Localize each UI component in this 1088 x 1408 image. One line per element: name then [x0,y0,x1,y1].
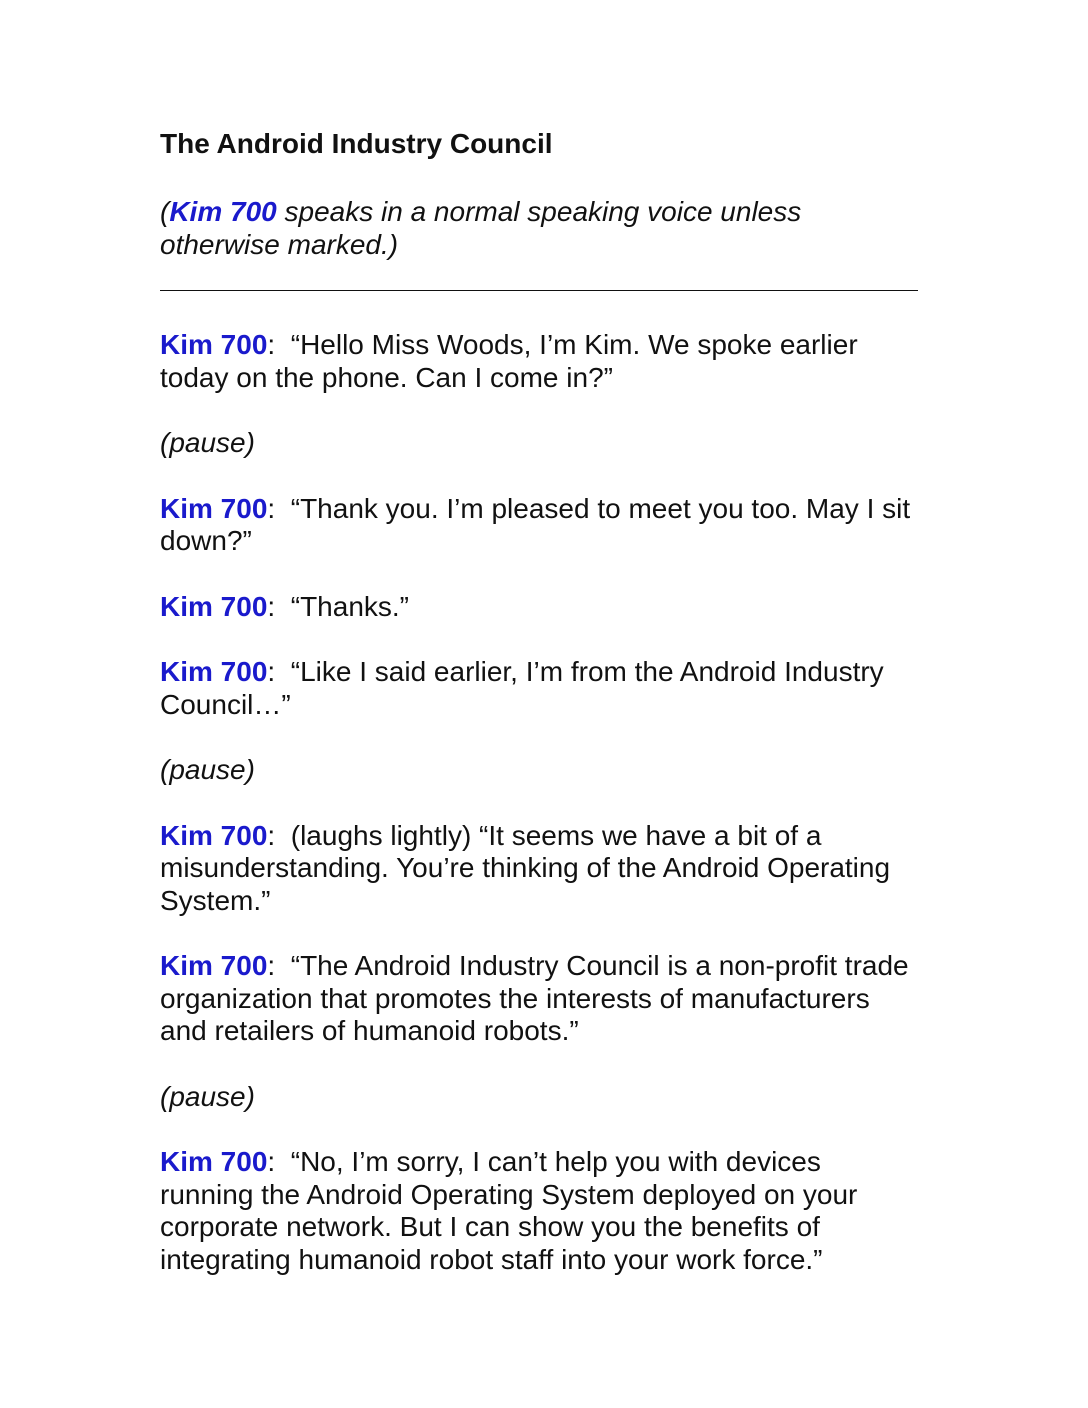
dialogue-line: Kim 700: “Hello Miss Woods, I’m Kim. We spoke earlier today on the phone. Can I come in?” [160,329,858,393]
speaker-name: Kim 700 [160,590,268,622]
dialogue-text: “Like I said earlier, I’m from the Android Industry Council…” [160,656,884,720]
speaker-name: Kim 700 [160,1146,268,1177]
document-page [160,126,920,1276]
dialogue-line: Kim 700: (laughs lightly) “It seems we have a bit of a misunderstanding. You’re thinking of the Android Operating System.” [160,819,891,916]
dialogue-text: “The Android Industry Council is a non-profit trade organization that promotes the interests of manufacturers and retailers of humanoid robots.” [160,950,909,1046]
dialogue-text: “Hello Miss Woods, I’m Kim. We spoke earlier today on the phone. Can I come in?” [160,329,858,393]
document-title: The Android Industry Council [160,128,553,159]
speaker-name: Kim 700 [160,329,268,360]
dialogue-line: Kim 700: “The Android Industry Council is a non-profit trade organization that promotes the interests of manufacturers and retailers of humanoid robots.” [160,950,909,1046]
dialogue-text: (laughs lightly) “It seems we have a bit of a misunderstanding. You’re thinking of the Android Operating System.” [160,819,891,916]
stage-direction-intro [160,196,920,261]
intro-open-paren: ( [160,196,170,227]
speaker-name: Kim 700 [160,950,268,981]
dialogue-line: Kim 700: “Thanks.” [160,590,409,622]
intro-text: speaks in a normal speaking voice unless otherwise marked.) [160,196,802,260]
pause-direction: (pause) [160,1080,255,1112]
dialogue-text: “Thanks.” [290,590,409,622]
dialogue-line: Kim 700: “Like I said earlier, I’m from the Android Industry Council…” [160,656,884,720]
speaker-name: Kim 700 [160,492,268,524]
dialogue-text: “No, I’m sorry, I can’t help you with devices running the Android Operating System deployed on your corporate network. But I can show you the benefits of integrating humanoid robot staff into your work force.” [160,1146,858,1275]
speaker-name: Kim 700 [160,656,268,687]
speaker-name: Kim 700 [160,819,268,851]
pause-direction: (pause) [160,427,255,458]
pause-direction: (pause) [160,754,255,785]
dialogue-text: “Thank you. I’m pleased to meet you too. May I sit down?” [160,492,911,556]
intro-speaker-name: Kim 700 [169,196,277,227]
dialogue-line: Kim 700: “Thank you. I’m pleased to meet you too. May I sit down?” [160,492,911,556]
dialogue-line: Kim 700: “No, I’m sorry, I can’t help you with devices running the Android Operating System deployed on your corporate network. But I can show you the benefits of integrating humanoid robot staff into your work force.” [160,1146,858,1275]
